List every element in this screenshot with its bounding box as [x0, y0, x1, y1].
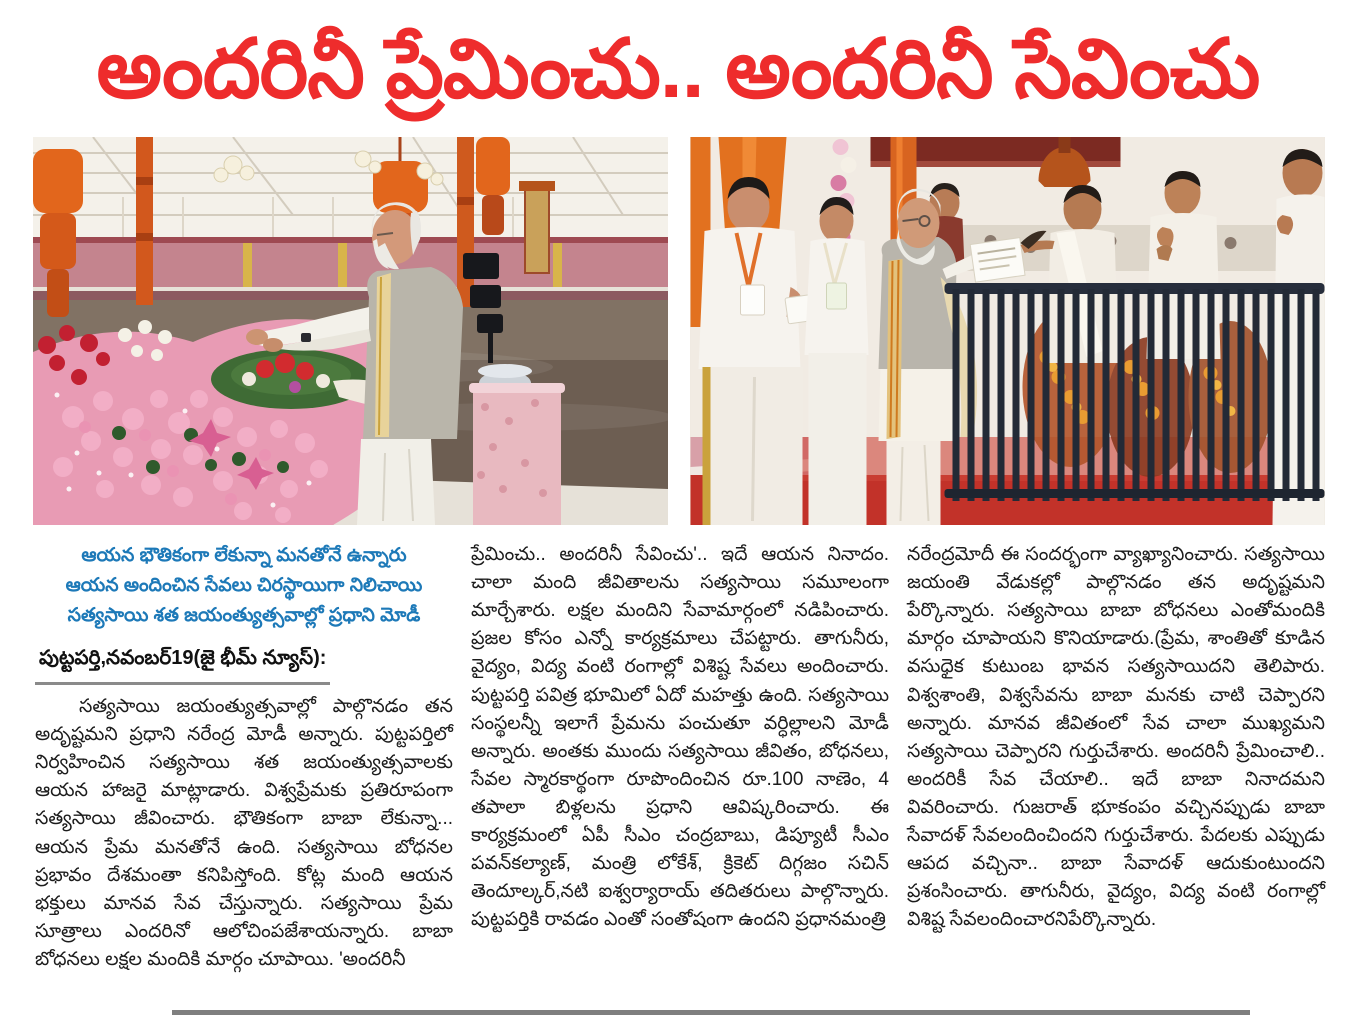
right-photo-illustration — [690, 137, 1325, 525]
left-photo-illustration — [33, 137, 668, 525]
hall-back-wall — [33, 237, 668, 300]
railing — [945, 283, 1325, 501]
subhead-line-3: సత్యసాయి శత జయంత్యుత్సవాల్లో ప్రధాని మోడీ — [67, 605, 421, 627]
right-photo — [690, 137, 1325, 525]
subhead-line-1: ఆయన భౌతికంగా లేకున్నా మనతోనే ఉన్నారు — [81, 545, 407, 566]
body-column-1: సత్యసాయి జయంత్యుత్సవాల్లో పాల్గొనడం తన అదృష్టమని ప్రధాని నరేంద్ర మోడీ అన్నారు. పుట్టపర్తిలో నిర్వహించిన సత్యసాయి శత జయంత్యుత్సవాలకు ఆయన హాజరై మాట్లాడారు. విశ్వప్రేమకు ప్రతిరూపంగా సత్యసాయి జీవించారు. భౌతికంగా బాబా లేకున్నా... ఆయన ప్రేమ మనతోనే ఉంది. సత్యసాయి బోధనల ప్రభావం దేశమంతా కనిపిస్తోంది. కోట్ల మంది ఆయన భక్తులు మానవ సేవ చేస్తున్నారు. సత్యసాయి ప్రేమ సూత్రాలు ఎందరినో ఆలోచింపజేశాయన్నారు. బాబా బోధనలు లక్షల మందికి మార్గం చూపాయి. 'అందరినీ — [35, 696, 453, 971]
column-3 — [907, 541, 1325, 974]
bottom-divider — [172, 1010, 1250, 1015]
article-columns — [0, 541, 1356, 974]
left-photo — [33, 137, 668, 525]
official-left-2 — [805, 197, 869, 525]
citation-document — [970, 238, 1025, 283]
photo-strip — [0, 137, 1356, 525]
column-1 — [35, 541, 453, 974]
dateline: పుట్టపర్తి,నవంబర్19(జై భీమ్ న్యూస్): — [35, 645, 330, 685]
subhead-line-2: ఆయన అందించిన సేవలు చిరస్థాయిగా నిలిచాయి — [65, 575, 423, 597]
page-title: అందరినీ ప్రేమించు.. అందరినీ సేవించు — [96, 24, 1260, 115]
column-2 — [471, 541, 889, 974]
subheadline — [35, 541, 453, 631]
offering-table — [469, 364, 565, 525]
body-column-2: ప్రేమించు.. అందరినీ సేవించు'.. ఇదే ఆయన నినాదం. చాలా మంది జీవితాలను సత్యసాయి సమూలంగా మార్చేశారు. లక్షల మందిని సేవామార్గంలో నడిపించారు. ప్రజల కోసం ఎన్నో కార్యక్రమాలు చేపట్టారు. తాగునీరు, వైద్యం, విద్య వంటి రంగాల్లో విశిష్ట సేవలు అందించారు. పుట్టపర్తి పవిత్ర భూమిలో ఏదో మహత్తు ఉంది. సత్యసాయి సంస్థలన్నీ ఇలాగే ప్రేమను పంచుతూ వర్ధిల్లాలని మోడీ అన్నారు. అంతకు ముందు సత్యసాయి జీవితం, బోధనలు, సేవల స్మారకార్థంగా రూపొందించిన రూ.100 నాణెం, 4 తపాలా బిళ్లలను ప్రధాని ఆవిష్కరించారు. ఈ కార్యక్రమంలో ఏపీ సీఎం చంద్రబాబు, డిప్యూటీ సీఎం పవన్‌కల్యాణ్, మంత్రి లోకేశ్, క్రికెట్ దిగ్గజం సచిన్ తెందూల్కర్,నటి ఐశ్వర్యారాయ్ తదితరులు పాల్గొన్నారు. పుట్టపర్తికి రావడం ఎంతో సంతోషంగా ఉందని ప్రధానమంత్రి — [471, 544, 889, 931]
hall-ceiling — [33, 137, 668, 241]
body-column-3: నరేంద్రమోదీ ఈ సందర్భంగా వ్యాఖ్యానించారు. సత్యసాయి జయంతి వేడుకల్లో పాల్గొనడం తన అదృష్టమని పేర్కొన్నారు. సత్యసాయి బాబా బోధనలు ఎంతోమందికి మార్గం చూపాయని కొనియాడారు.(ప్రేమ, శాంతితో కూడిన వసుధైక కుటుంబ భావన సత్యసాయిదని తెలిపారు. విశ్వశాంతి, విశ్వసేవను బాబా మనకు చాటి చెప్పారని అన్నారు. మానవ జీవితంలో సేవ చాలా ముఖ్యమని సత్యసాయి చెప్పారని గుర్తుచేశారు. అందరినీ ప్రేమించాలి.. అందరికీ సేవ చేయాలి.. ఇదే బాబా నినాదమని వివరించారు. గుజరాత్ భూకంపం వచ్చినప్పుడు బాబా సేవాదళ్ సేవలందించిందని గుర్తుచేశారు. పేదలకు ఎప్పుడు ఆపద వచ్చినా.. బాబా సేవాదళ్ ఆదుకుంటుందని ప్రశంసించారు. తాగునీరు, వైద్యం, విద్య వంటి రంగాల్లో విశిష్ట సేవలందించారనిపేర్కొన్నారు. — [907, 544, 1325, 931]
